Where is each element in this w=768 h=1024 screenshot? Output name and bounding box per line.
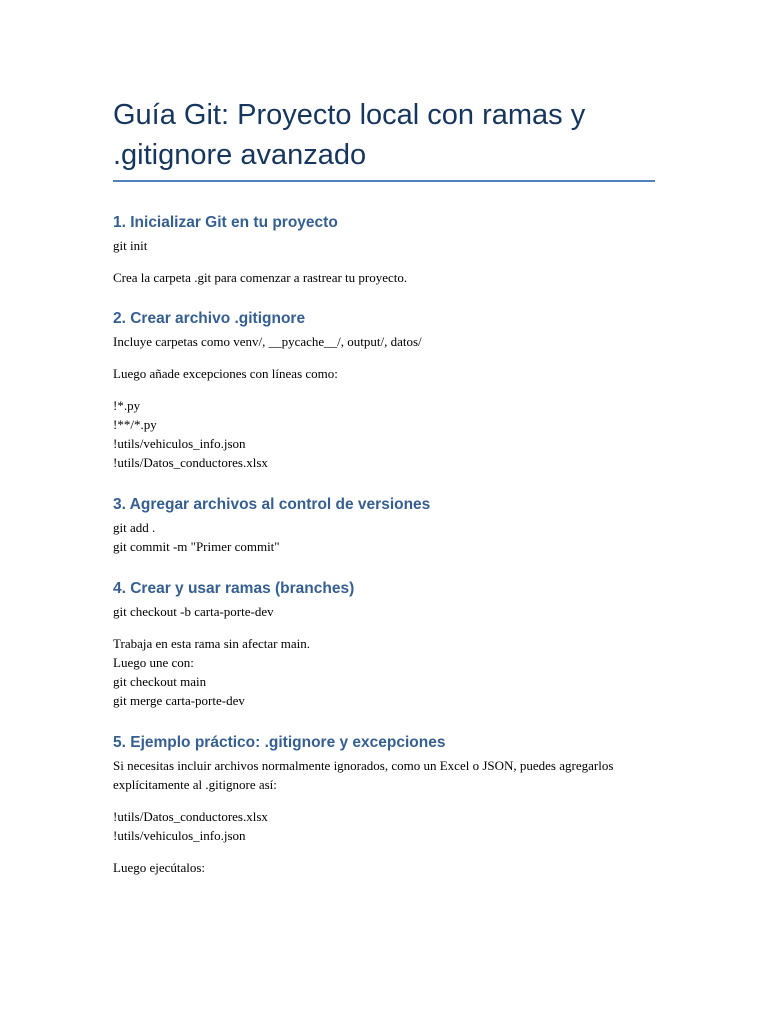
document-body — [113, 212, 658, 877]
section-heading: 3. Agregar archivos al control de versiones — [113, 496, 431, 513]
paragraph — [113, 268, 658, 287]
paragraph — [113, 364, 658, 383]
code-line: git checkout -b carta-porte-dev — [113, 604, 274, 619]
section-heading: 5. Ejemplo práctico: .gitignore y excepciones — [113, 734, 446, 751]
section-4 — [113, 578, 658, 710]
text-line: Luego añade excepciones con líneas como: — [113, 366, 338, 381]
paragraph — [113, 396, 658, 472]
code-line: !*.py — [113, 398, 141, 413]
paragraph — [113, 756, 658, 794]
text-line: Luego une con: — [113, 655, 194, 670]
paragraph — [113, 858, 658, 877]
paragraph — [113, 518, 658, 556]
text-line: Luego ejecútalos: — [113, 860, 206, 875]
code-line: !utils/Datos_conductores.xlsx — [113, 809, 268, 824]
section-heading: 4. Crear y usar ramas (branches) — [113, 580, 355, 597]
section-5 — [113, 732, 658, 877]
section-3 — [113, 494, 658, 556]
code-line: git init — [113, 238, 148, 253]
title-underline — [113, 180, 655, 182]
page-title: Guía Git: Proyecto local con ramas y .gitignore avanzado — [113, 99, 586, 171]
paragraph — [113, 332, 658, 351]
code-line: !utils/vehiculos_info.json — [113, 828, 246, 843]
paragraph — [113, 602, 658, 621]
code-line: !utils/Datos_conductores.xlsx — [113, 455, 268, 470]
text-line: Trabaja en esta rama sin afectar main. — [113, 636, 310, 651]
code-line: !utils/vehiculos_info.json — [113, 436, 246, 451]
section-2 — [113, 308, 658, 472]
code-line: git checkout main — [113, 674, 207, 689]
code-line: !**/*.py — [113, 417, 157, 432]
section-heading: 2. Crear archivo .gitignore — [113, 310, 306, 327]
section-1 — [113, 212, 658, 287]
code-line: git add . — [113, 520, 156, 535]
paragraph — [113, 236, 658, 255]
code-line: git merge carta-porte-dev — [113, 693, 245, 708]
section-heading: 1. Inicializar Git en tu proyecto — [113, 214, 338, 231]
text-line: Incluye carpetas como venv/, __pycache__/, output/, datos/ — [113, 334, 422, 349]
paragraph — [113, 807, 658, 845]
paragraph — [113, 634, 658, 710]
text-line: Si necesitas incluir archivos normalmente ignorados, como un Excel o JSON, puedes agregarlos explícitamente al .gitignore así: — [113, 758, 614, 792]
text-line: Crea la carpeta .git para comenzar a rastrear tu proyecto. — [113, 270, 408, 285]
code-line: git commit -m "Primer commit" — [113, 539, 280, 554]
